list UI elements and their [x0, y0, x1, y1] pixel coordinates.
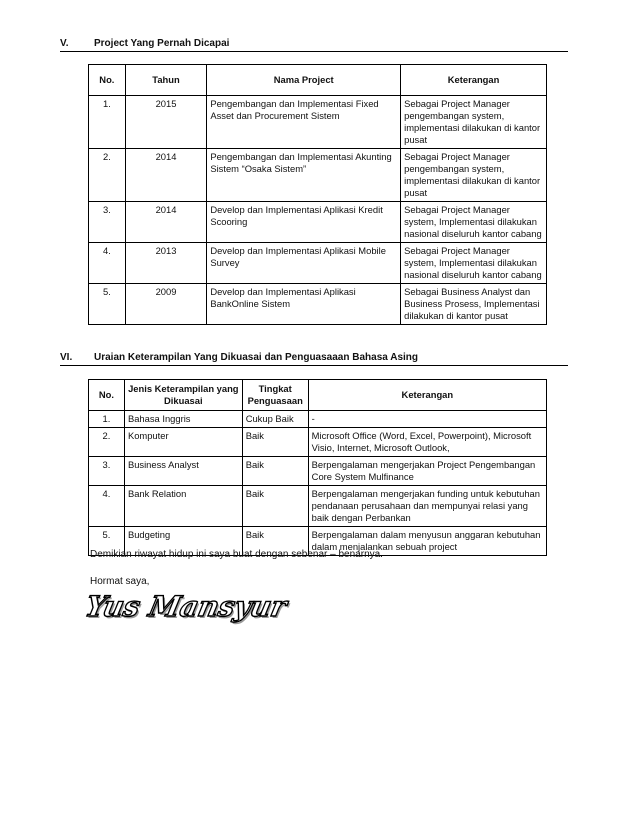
project-no: 4. — [89, 243, 126, 284]
table-row — [89, 428, 547, 457]
section-6-number: VI. — [60, 352, 73, 363]
skill-jenis: Bahasa Inggris — [124, 411, 242, 428]
projects-header-keterangan: Keterangan — [401, 65, 547, 96]
section-5-title: Project Yang Pernah Dicapai — [94, 38, 230, 49]
skill-jenis: Komputer — [124, 428, 242, 457]
skills-header-tingkat: Tingkat Penguasaan — [242, 380, 308, 411]
skill-keterangan: Berpengalaman mengerjakan funding untuk kebutuhan pendanaan perusahaan dan mempunyai relasi yang baik dengan Perbankan — [308, 486, 546, 527]
projects-table — [88, 64, 547, 325]
project-keterangan: Sebagai Project Manager system, Implementasi dilakukan nasional diseluruh kantor cabang — [401, 202, 547, 243]
project-nama: Develop dan Implementasi Aplikasi Kredit Scooring — [207, 202, 401, 243]
skill-keterangan: Berpengalaman mengerjakan Project Pengembangan Core System Mulfinance — [308, 457, 546, 486]
project-nama: Pengembangan dan Implementasi Fixed Asset dan Procurement Sistem — [207, 96, 401, 149]
table-row — [89, 149, 547, 202]
projects-header-nama: Nama Project — [207, 65, 401, 96]
project-no: 3. — [89, 202, 126, 243]
table-row — [89, 202, 547, 243]
skills-header-keterangan: Keterangan — [308, 380, 546, 411]
closing-statement: Demikian riwayat hidup ini saya buat dengan sebenar – benarnya. — [90, 549, 383, 560]
project-keterangan: Sebagai Project Manager pengembangan system, implementasi dilakukan di kantor pusat — [401, 149, 547, 202]
table-row — [89, 243, 547, 284]
skill-no: 1. — [89, 411, 125, 428]
skill-jenis: Business Analyst — [124, 457, 242, 486]
signature: Yus Mansyur — [82, 590, 290, 623]
project-nama: Develop dan Implementasi Aplikasi Mobile Survey — [207, 243, 401, 284]
skill-no: 3. — [89, 457, 125, 486]
table-row — [89, 411, 547, 428]
greeting: Hormat saya, — [90, 576, 150, 587]
skills-header-jenis: Jenis Keterampilan yang Dikuasai — [124, 380, 242, 411]
skill-jenis: Bank Relation — [124, 486, 242, 527]
project-tahun: 2014 — [125, 149, 207, 202]
project-keterangan: Sebagai Business Analyst dan Business Prosess, Implementasi dilakukan di kantor pusat — [401, 284, 547, 325]
skills-header-no: No. — [89, 380, 125, 411]
skill-keterangan: Berpengalaman dalam menyusun anggaran kebutuhan dalam menjalankan sebuah project — [308, 527, 546, 556]
skill-tingkat: Baik — [242, 527, 308, 556]
table-row — [89, 96, 547, 149]
skill-keterangan: Microsoft Office (Word, Excel, Powerpoint), Microsoft Visio, Internet, Microsoft Outlook, — [308, 428, 546, 457]
table-row — [89, 284, 547, 325]
projects-header-tahun: Tahun — [125, 65, 207, 96]
section-6-title: Uraian Keterampilan Yang Dikuasai dan Penguasaaan Bahasa Asing — [94, 352, 419, 363]
project-tahun: 2009 — [125, 284, 207, 325]
projects-header-no: No. — [89, 65, 126, 96]
skill-tingkat: Baik — [242, 428, 308, 457]
project-nama: Develop dan Implementasi Aplikasi BankOnline Sistem — [207, 284, 401, 325]
project-keterangan: Sebagai Project Manager system, Implementasi dilakukan nasional diseluruh kantor cabang — [401, 243, 547, 284]
skill-tingkat: Baik — [242, 486, 308, 527]
section-5-heading — [60, 38, 568, 52]
project-no: 5. — [89, 284, 126, 325]
skill-tingkat: Baik — [242, 457, 308, 486]
project-nama: Pengembangan dan Implementasi Akunting Sistem “Osaka Sistem” — [207, 149, 401, 202]
skills-header-row — [89, 380, 547, 411]
skill-tingkat: Cukup Baik — [242, 411, 308, 428]
project-keterangan: Sebagai Project Manager pengembangan system, implementasi dilakukan di kantor pusat — [401, 96, 547, 149]
project-tahun: 2015 — [125, 96, 207, 149]
project-no: 1. — [89, 96, 126, 149]
skill-keterangan: - — [308, 411, 546, 428]
skill-no: 4. — [89, 486, 125, 527]
project-tahun: 2013 — [125, 243, 207, 284]
table-row — [89, 457, 547, 486]
section-6-heading — [60, 352, 568, 366]
skill-no: 2. — [89, 428, 125, 457]
table-row — [89, 486, 547, 527]
project-tahun: 2014 — [125, 202, 207, 243]
projects-header-row — [89, 65, 547, 96]
skill-jenis: Budgeting — [124, 527, 242, 556]
section-5-number: V. — [60, 38, 69, 49]
project-no: 2. — [89, 149, 126, 202]
skills-table — [88, 379, 547, 556]
skill-no: 5. — [89, 527, 125, 556]
